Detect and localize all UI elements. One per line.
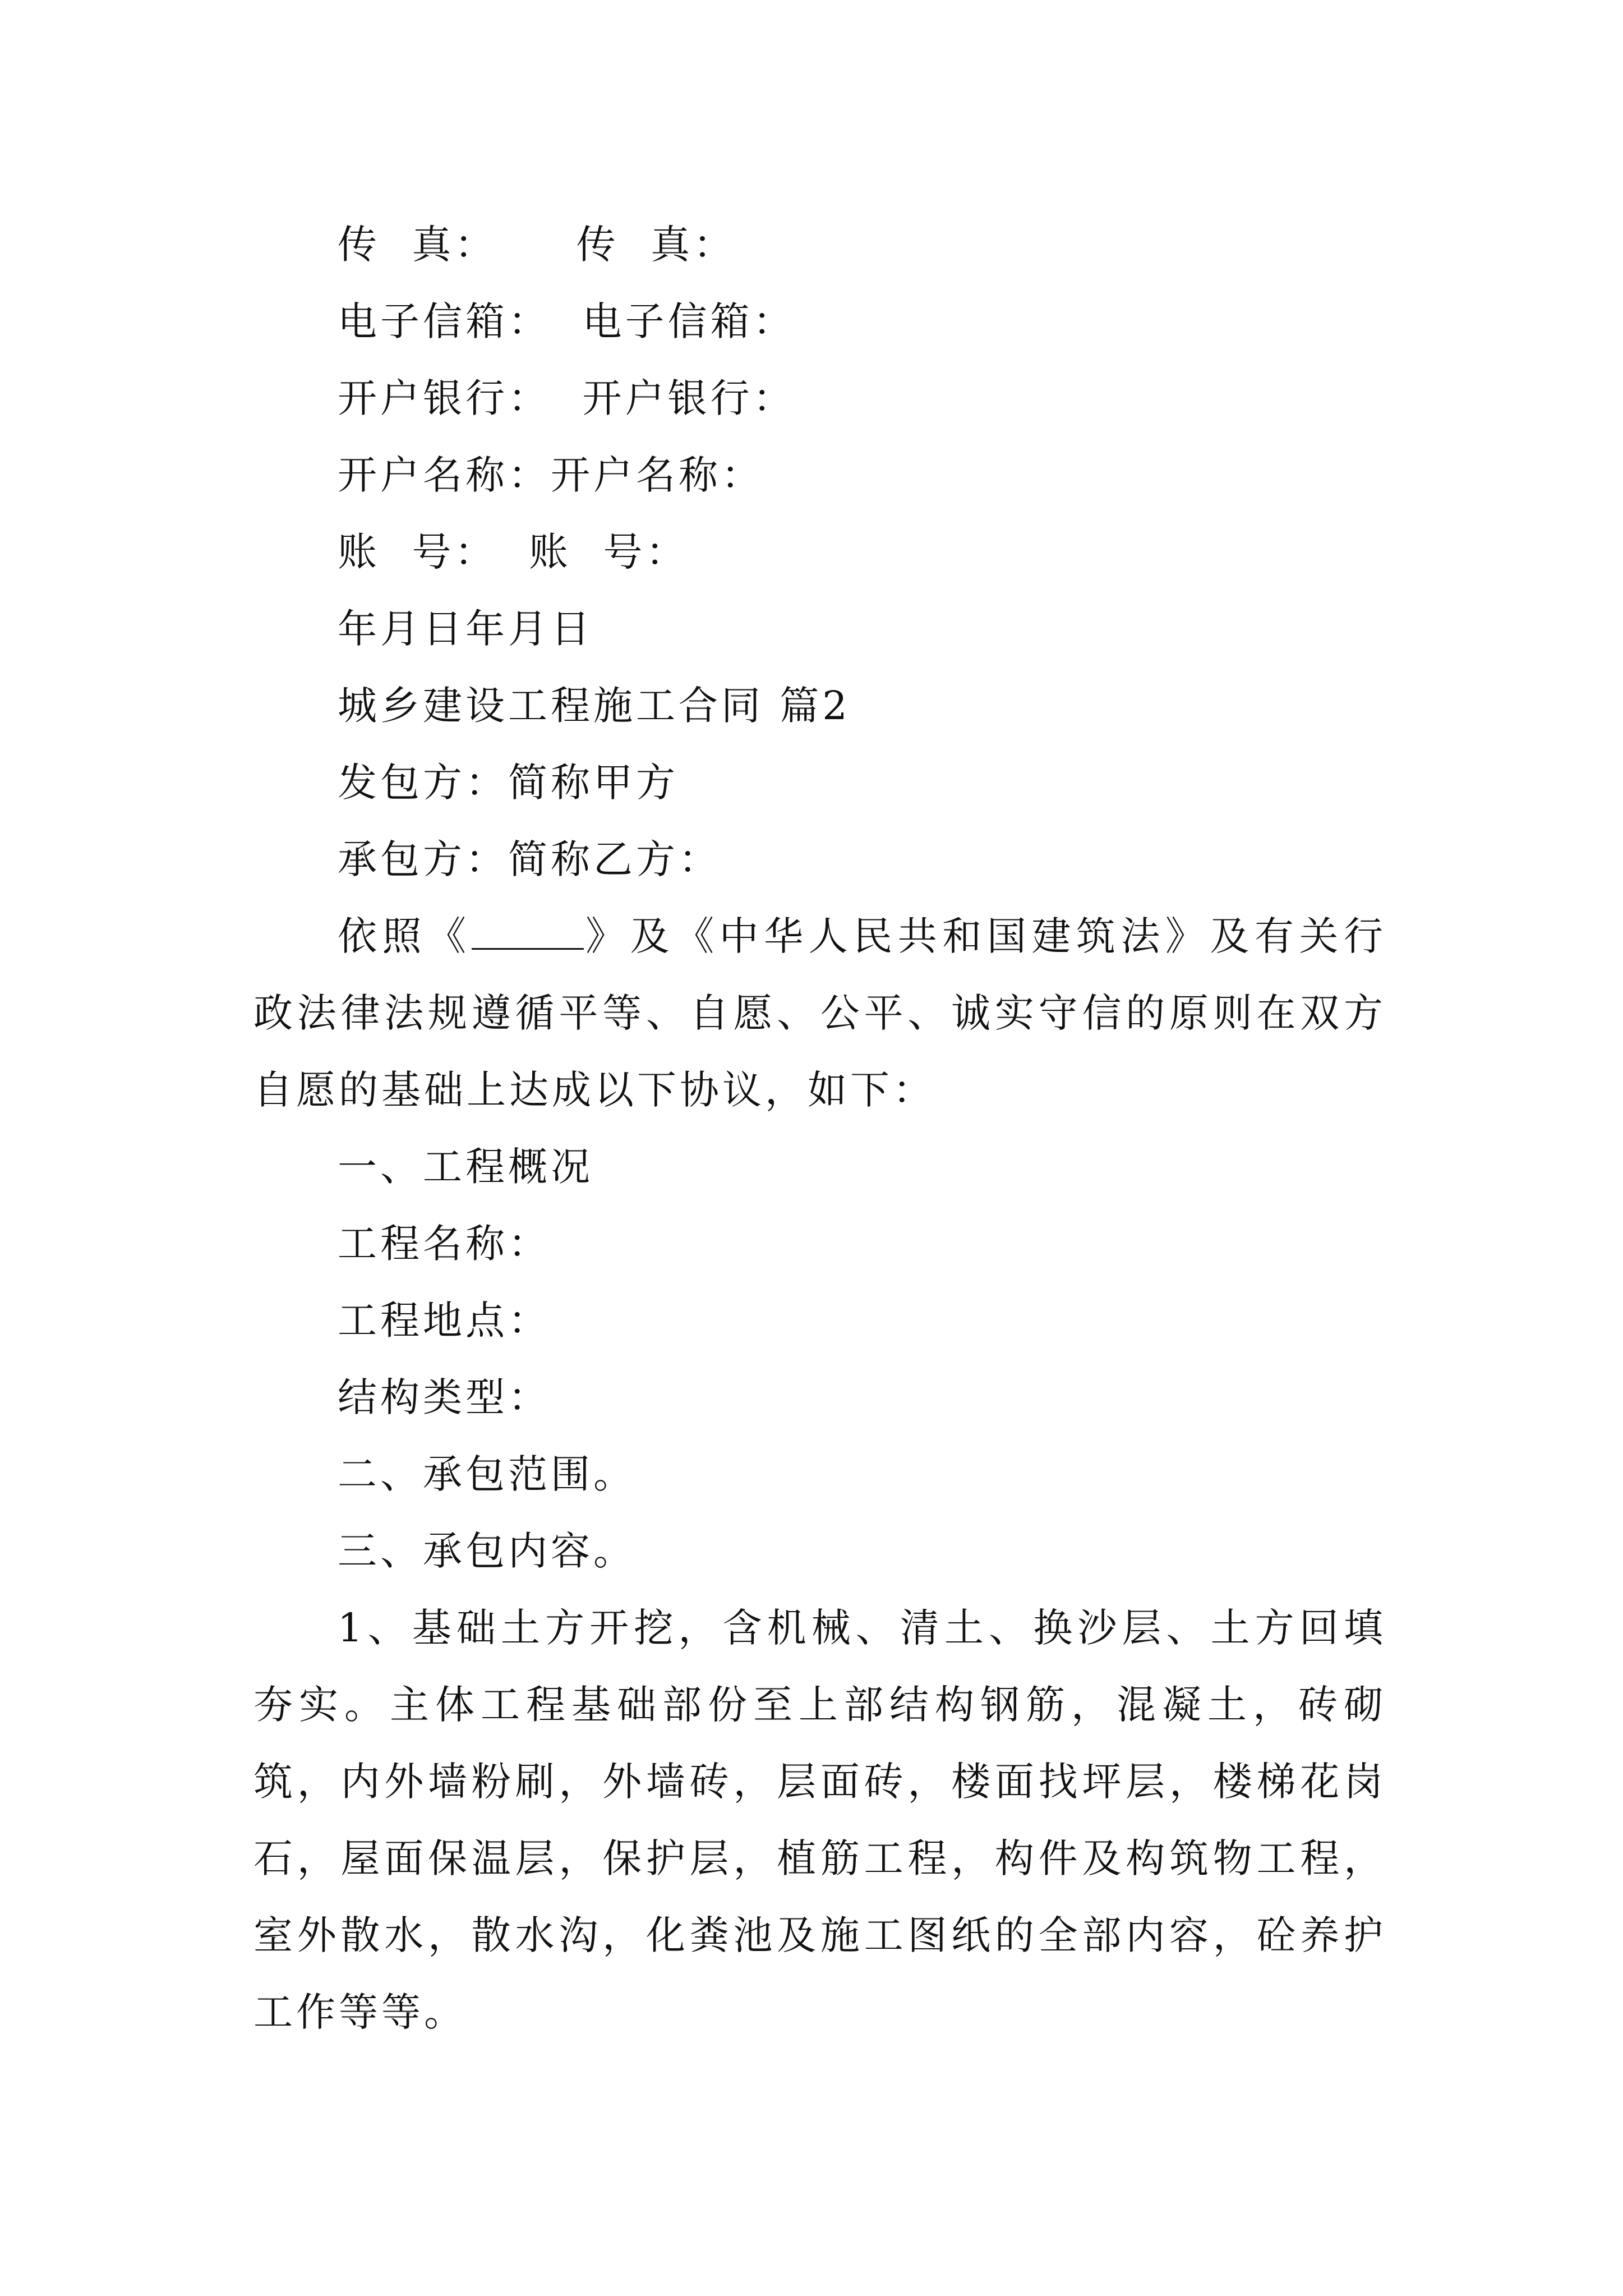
fax-line: 传 真： 传 真： bbox=[338, 222, 736, 268]
bank-line: 开户银行： 开户银行： bbox=[338, 375, 796, 421]
section-contract-content: 三、承包内容。 bbox=[338, 1528, 636, 1574]
section-project-overview: 一、工程概况 bbox=[338, 1144, 593, 1190]
account-name-line: 开户名称：开户名称： bbox=[338, 452, 764, 498]
section-contract-scope: 二、承包范围。 bbox=[338, 1451, 636, 1497]
document-body bbox=[253, 206, 1386, 2051]
contract-title: 城乡建设工程施工合同 篇2 bbox=[338, 683, 851, 729]
content-paragraph: 1、基础土方开挖，含机械、清土、换沙层、土方回填夯实。主体工程基础部份至上部结构钢筋，混凝土，砖砌筑，内外墙粉刷，外墙砖，层面砖，楼面找坪层，楼梯花岗石，屋面保温层，保护层，植筋工程，构件及构筑物工程，室外散水，散水沟，化粪池及施工图纸的全部内容，砼养护工作等等。 bbox=[253, 1605, 1386, 2035]
blank-underline bbox=[472, 915, 584, 950]
structure-type-line: 结构类型： bbox=[338, 1374, 551, 1420]
basis-text-start: 依照《 bbox=[338, 913, 472, 959]
party-b-line: 承包方：简称乙方： bbox=[338, 836, 721, 882]
account-number-line: 账 号： 账 号： bbox=[338, 529, 689, 575]
email-line: 电子信箱： 电子信箱： bbox=[338, 298, 796, 344]
project-location-line: 工程地点： bbox=[338, 1297, 551, 1343]
date-line: 年月日年月日 bbox=[338, 606, 593, 652]
party-a-line: 发包方：简称甲方 bbox=[338, 760, 679, 806]
project-name-line: 工程名称： bbox=[338, 1221, 551, 1267]
basis-paragraph bbox=[253, 898, 1386, 1129]
basis-text-rest: 》及《中华人民共和国建筑法》及有关行政法律法规遵循平等、自愿、公平、诚实守信的原则在双方自愿的基础上达成以下协议，如下： bbox=[253, 913, 1387, 1113]
